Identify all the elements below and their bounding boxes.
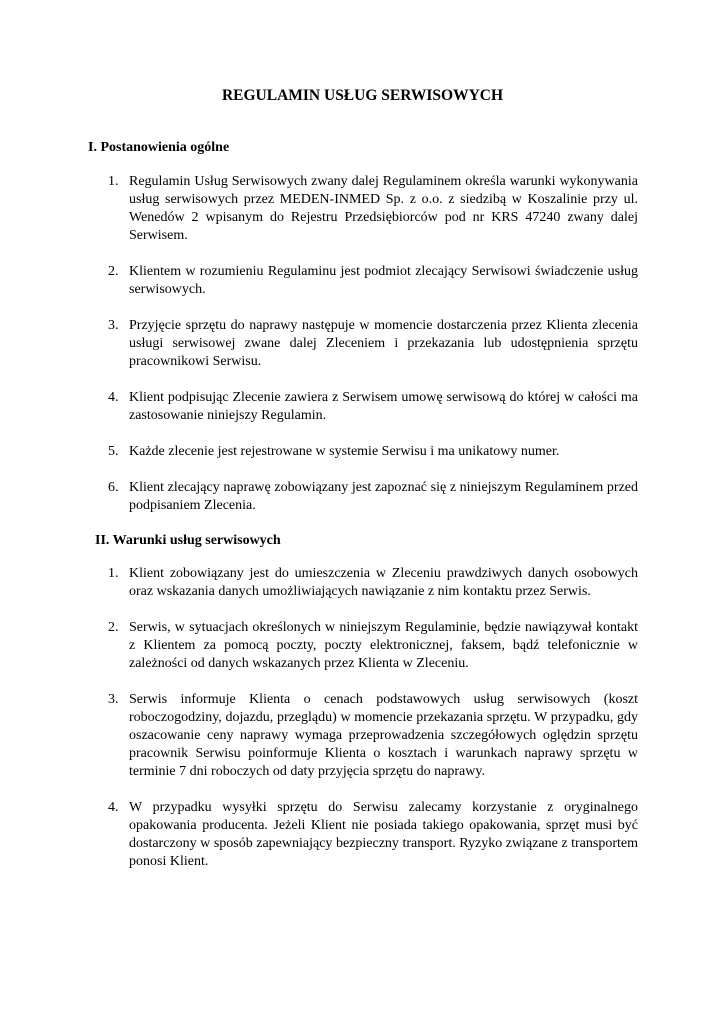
list-item-text: Serwis informuje Klienta o cenach podstawowych usług serwisowych (koszt roboczogodziny, dojazdu, przeglądu) w momencie przekazania sprzętu. W przypadku, gdy oszacowanie ceny naprawy wymaga przeprowadzenia szczegółowych oględzin sprzętu pracownik Serwisu poinformuje Klienta o kosztach i warunkach naprawy sprzętu w terminie 7 dni roboczych od daty przyjęcia sprzętu do naprawy. [129, 692, 638, 779]
list-item-number: 2. [108, 264, 119, 279]
list-item [108, 263, 638, 299]
list-item-text: Każde zlecenie jest rejestrowane w systemie Serwisu i ma unikatowy numer. [129, 444, 560, 459]
list-item-text: W przypadku wysyłki sprzętu do Serwisu zalecamy korzystanie z oryginalnego opakowania producenta. Jeżeli Klient nie posiada takiego opakowania, sprzęt musi być dostarczony w sposób zapewniający bezpieczny transport. Ryzyko związane z transportem ponosi Klient. [129, 800, 638, 869]
list-item-number: 4. [108, 800, 119, 815]
list-item-text: Klient zlecający naprawę zobowiązany jest zapoznać się z niniejszym Regulaminem przed podpisaniem Zlecenia. [129, 480, 638, 513]
list-item-text: Klient podpisując Zlecenie zawiera z Serwisem umowę serwisową do której w całości ma zastosowanie niniejszy Regulamin. [129, 390, 638, 423]
document-title: REGULAMIN USŁUG SERWISOWYCH [221, 87, 504, 104]
list-item [108, 443, 638, 461]
list-item-number: 1. [108, 566, 119, 581]
list-item-number: 4. [108, 390, 119, 405]
section-list-general [108, 173, 638, 515]
list-item [108, 389, 638, 425]
list-item-text: Klient zobowiązany jest do umieszczenia w Zleceniu prawdziwych danych osobowych oraz wskazania danych umożliwiających nawiązanie z nim kontaktu przez Serwis. [129, 566, 638, 599]
list-item-number: 5. [108, 444, 119, 459]
list-item [108, 691, 638, 781]
list-item [108, 173, 638, 245]
list-item-number: 1. [108, 174, 119, 189]
section-list-service-terms [108, 565, 638, 871]
list-item [108, 799, 638, 871]
list-item [108, 565, 638, 601]
list-item-number: 2. [108, 620, 119, 635]
list-item-number: 6. [108, 480, 119, 495]
list-item-number: 3. [108, 692, 119, 707]
list-item-text: Regulamin Usług Serwisowych zwany dalej Regulaminem określa warunki wykonywania usług serwisowych przez MEDEN-INMED Sp. z o.o. z siedzibą w Koszalinie przy ul. Wenedów 2 wpisanym do Rejestru Przedsiębiorców pod nr KRS 47240 zwany dalej Serwisem. [129, 174, 638, 243]
list-item-text: Serwis, w sytuacjach określonych w niniejszym Regulaminie, będzie nawiązywał kontakt z Klientem za pomocą poczty, poczty elektronicznej, faksem, bądź telefonicznie w zależności od danych wskazanych przez Klienta w Zleceniu. [129, 620, 638, 671]
list-item-text: Przyjęcie sprzętu do naprawy następuje w momencie dostarczenia przez Klienta zlecenia usługi serwisowej zwane dalej Zleceniem i przekazania lub udostępnienia sprzętu pracownikowi Serwisu. [129, 318, 638, 369]
list-item-number: 3. [108, 318, 119, 333]
section-heading-general: I. Postanowienia ogólne [88, 140, 230, 155]
list-item [108, 619, 638, 673]
section-heading-service-terms: II. Warunki usług serwisowych [95, 533, 281, 548]
list-item [108, 479, 638, 515]
list-item [108, 317, 638, 371]
list-item-text: Klientem w rozumieniu Regulaminu jest podmiot zlecający Serwisowi świadczenie usług serwisowych. [129, 264, 638, 297]
